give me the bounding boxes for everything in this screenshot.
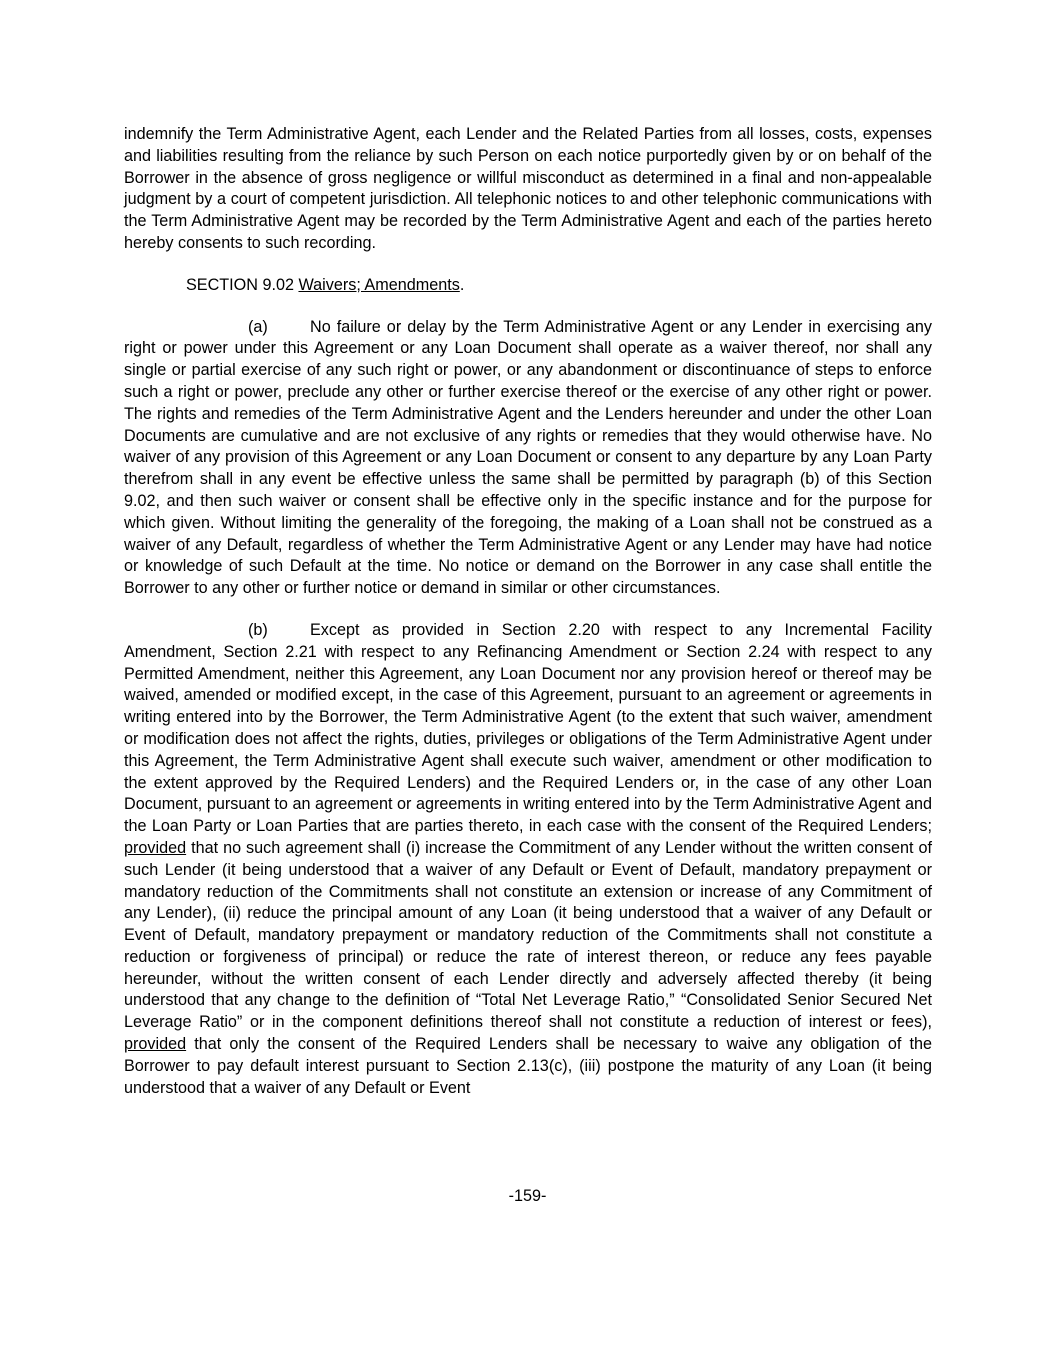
page-number: -159- [508,1187,547,1205]
section-title-period: . [459,275,465,294]
provided-term-2: provided [124,1035,187,1054]
paragraph-b-label: (b) [248,620,268,639]
document-page [124,124,932,1119]
section-number: SECTION 9.02 [186,275,294,294]
intro-paragraph: indemnify the Term Administrative Agent, each Lender and the Related Parties from all losses, costs, expenses and liabilities resulting from the reliance by such Person on each notice purportedly given by or on behalf of the Borrower in the absence of gross negligence or willful misconduct as determined in a final and non-appealable judgment by a court of competent jurisdiction. All telephonic notices to and other telephonic communications with the Term Administrative Agent may be recorded by the Term Administrative Agent and each of the parties hereto hereby consents to such recording. [124,125,932,252]
paragraph-a [124,317,932,600]
provided-term-1: provided [124,838,187,857]
section-heading [186,275,932,297]
paragraph-a-text: No failure or delay by the Term Administrative Agent or any Lender in exercising any right or power under this Agreement or any Loan Document shall operate as a waiver thereof, nor shall any single or partial exercise of any such right or power, or any abandonment or discontinuance of steps to enforce such a right or power, preclude any other or further exercise thereof or the exercise of any other right or power. The rights and remedies of the Term Administrative Agent and the Lenders hereunder and under the other Loan Documents are cumulative and are not exclusive of any rights or remedies that they would otherwise have. No waiver of any provision of this Agreement or any Loan Document or consent to any departure by any Loan Party therefrom shall in any event be effective unless the same shall be permitted by paragraph (b) of this Section 9.02, and then such waiver or consent shall be effective only in the specific instance and for the purpose for which given. Without limiting the generality of the foregoing, the making of a Loan shall not be construed as a waiver of any Default, regardless of whether the Term Administrative Agent or any Lender may have had notice or knowledge of such Default at the time. No notice or demand on the Borrower in any case shall entitle the Borrower to any other or further notice or demand in similar or other circumstances. [124,317,932,598]
section-title: Waivers; Amendments [298,275,460,294]
paragraph-a-label: (a) [248,317,268,336]
paragraph-b-text-1: Except as provided in Section 2.20 with respect to any Incremental Facility Amendment, Section 2.21 with respect to any Refinancing Amendment or Section 2.24 with respect to any Permitted Amendment, neither this Agreement, any Loan Document nor any provision hereof or thereof may be waived, amended or modified except, in the case of this Agreement, pursuant to an agreement or agreements in writing entered into by the Borrower, the Term Administrative Agent (to the extent that such waiver, amendment or modification does not affect the rights, duties, privileges or obligations of the Term Administrative Agent under this Agreement, the Term Administrative Agent shall execute such waiver, amendment or other modification to the extent approved by the Required Lenders) and the Required Lenders or, in the case of any other Loan Document, pursuant to an agreement or agreements in writing entered into by the Term Administrative Agent and the Loan Party or Loan Parties that are parties thereto, in each case with the consent of the Required Lenders; [124,620,932,836]
paragraph-b-text-3: that only the consent of the Required Lenders shall be necessary to waive any obligation of the Borrower to pay default interest pursuant to Section 2.13(c), (iii) postpone the maturity of any Loan (it being understood that a waiver of any Default or Event [124,1035,932,1097]
paragraph-b [124,620,932,1100]
paragraph-b-text-2: that no such agreement shall (i) increase the Commitment of any Lender without the written consent of such Lender (it being understood that a waiver of any Default or Event of Default, mandatory prepayment or mandatory reduction of the Commitments shall not constitute an extension or increase of any Commitment of any Lender), (ii) reduce the principal amount of any Loan (it being understood that a waiver of any Default or Event of Default, mandatory prepayment or mandatory reduction of the Commitments shall not constitute a reduction or forgiveness of principal) or reduce the rate of interest thereon, or reduce any fees payable hereunder, without the written consent of each Lender directly and adversely affected thereby (it being understood that any change to the definition of “Total Net Leverage Ratio,” “Consolidated Senior Secured Net Leverage Ratio” or in the component definitions thereof shall not constitute a reduction of interest or fees), [124,838,932,1032]
